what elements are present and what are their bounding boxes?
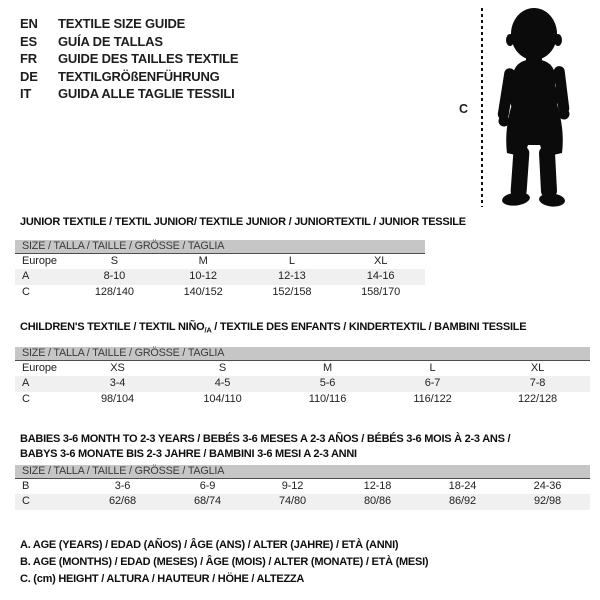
- size-cell: 12-13: [278, 270, 306, 283]
- table-row: [15, 254, 425, 269]
- size-cell: 68/74: [193, 495, 222, 508]
- note-age-years: A. AGE (YEARS) / EDAD (AÑOS) / ÂGE (ANS) / ALTER (JAHRE) / ETÀ (ANNI): [20, 539, 399, 551]
- size-header-bar: SIZE / TALLA / TAILLE / GRÖSSE / TAGLIA: [15, 465, 590, 479]
- size-cell: M: [198, 255, 208, 267]
- height-measure-label: C: [459, 102, 469, 116]
- language-code: FR: [20, 51, 37, 67]
- language-row: [20, 68, 238, 86]
- junior-size-table: [15, 240, 425, 300]
- size-cell: M: [322, 362, 333, 374]
- language-row: [20, 50, 238, 68]
- row-label: Europe: [22, 362, 57, 374]
- language-code: DE: [20, 68, 38, 84]
- size-cell: 3-4: [109, 377, 126, 390]
- toddler-silhouette-icon: [483, 6, 589, 208]
- size-cell: 3-6: [114, 480, 131, 492]
- table-row: [15, 494, 590, 509]
- size-header-bar: SIZE / TALLA / TAILLE / GRÖSSE / TAGLIA: [15, 347, 590, 361]
- language-title: GUÍA DE TALLAS: [58, 33, 163, 49]
- row-label: B: [22, 480, 30, 492]
- babies-title-line2: BABYS 3-6 MONATE BIS 2-3 JAHRE / BAMBINI 3-6 MESI A 2-3 ANNI: [20, 447, 357, 460]
- size-cell: 6-9: [199, 480, 216, 492]
- children-table-title: [20, 321, 526, 335]
- size-cell: 152/158: [272, 285, 312, 298]
- row-label: C: [22, 495, 30, 508]
- row-label: C: [22, 285, 30, 298]
- children-title-subscript: /A: [204, 325, 212, 335]
- size-cell: XL: [530, 362, 545, 374]
- table-row: [15, 285, 425, 300]
- size-cell: 158/170: [361, 285, 401, 298]
- row-label: A: [22, 270, 30, 283]
- size-cell: 6-7: [424, 377, 441, 390]
- language-row: [20, 15, 238, 33]
- size-cell: XS: [110, 362, 125, 374]
- size-cell: 92/98: [533, 495, 562, 508]
- row-label: Europe: [22, 255, 57, 267]
- language-title-list: [20, 15, 238, 103]
- row-label: A: [22, 377, 30, 390]
- size-cell: L: [288, 255, 295, 267]
- size-cell: 74/80: [278, 495, 307, 508]
- note-age-months: B. AGE (MONTHS) / EDAD (MESES) / ÂGE (MOIS) / ALTER (MONATE) / ETÀ (MESI): [20, 556, 429, 568]
- size-cell: 24-36: [533, 480, 562, 492]
- language-title: GUIDA ALLE TAGLIE TESSILI: [58, 86, 235, 102]
- language-title: TEXTILE SIZE GUIDE: [58, 16, 186, 31]
- size-cell: 9-12: [281, 480, 304, 492]
- size-cell: 80/86: [363, 495, 392, 508]
- size-cell: 98/104: [100, 392, 135, 405]
- table-row: [15, 392, 590, 407]
- children-size-table: [15, 347, 590, 407]
- size-cell: L: [429, 362, 436, 374]
- legend-notes: [20, 537, 428, 588]
- size-cell: S: [110, 255, 118, 267]
- size-cell: 104/110: [203, 392, 242, 405]
- size-cell: 140/152: [183, 285, 223, 298]
- language-code: EN: [20, 16, 38, 31]
- size-header-bar: SIZE / TALLA / TAILLE / GRÖSSE / TAGLIA: [15, 240, 425, 254]
- size-cell: 7-8: [529, 377, 546, 390]
- size-cell: XL: [373, 255, 388, 267]
- babies-size-table: [15, 465, 590, 510]
- children-title-suffix: / TEXTILE DES ENFANTS / KINDERTEXTIL / BAMBINI TESSILE: [211, 321, 527, 333]
- babies-table-title: [20, 432, 510, 461]
- size-cell: 18-24: [448, 480, 477, 492]
- babies-title-line1: BABIES 3-6 MONTH TO 2-3 YEARS / BEBÉS 3-6 MESES A 2-3 AÑOS / BÉBÉS 3-6 MOIS À 2-3 ANS /: [20, 433, 511, 445]
- note-height-cm: C. (cm) HEIGHT / ALTURA / HAUTEUR / HÖHE / ALTEZZA: [20, 573, 305, 585]
- language-code: IT: [20, 86, 32, 102]
- size-cell: 128/140: [94, 285, 134, 298]
- table-row: [15, 479, 590, 494]
- size-cell: 8-10: [103, 270, 126, 283]
- size-cell: 116/122: [413, 392, 452, 405]
- language-title: TEXTILGRÖßENFÜHRUNG: [58, 68, 220, 84]
- language-title: GUIDE DES TAILLES TEXTILE: [58, 51, 239, 67]
- size-cell: 5-6: [319, 377, 336, 390]
- language-code: ES: [20, 33, 37, 49]
- size-cell: 62/68: [108, 495, 137, 508]
- row-label: C: [22, 392, 30, 405]
- size-cell: 86/92: [448, 495, 477, 508]
- size-cell: 4-5: [214, 377, 231, 390]
- size-cell: 10-12: [189, 270, 217, 283]
- children-title-prefix: CHILDREN'S TEXTILE / TEXTIL NIÑO: [20, 321, 205, 333]
- language-row: [20, 33, 238, 51]
- language-row: [20, 85, 238, 103]
- junior-table-title: JUNIOR TEXTILE / TEXTIL JUNIOR/ TEXTILE JUNIOR / JUNIORTEXTIL / JUNIOR TESSILE: [20, 216, 466, 228]
- size-cell: 12-18: [363, 480, 392, 492]
- table-row: [15, 361, 590, 376]
- size-cell: 110/116: [308, 392, 347, 405]
- table-row: [15, 376, 590, 391]
- size-cell: S: [218, 362, 227, 374]
- size-cell: 14-16: [366, 270, 395, 283]
- size-cell: 122/128: [517, 392, 558, 405]
- table-row: [15, 269, 425, 284]
